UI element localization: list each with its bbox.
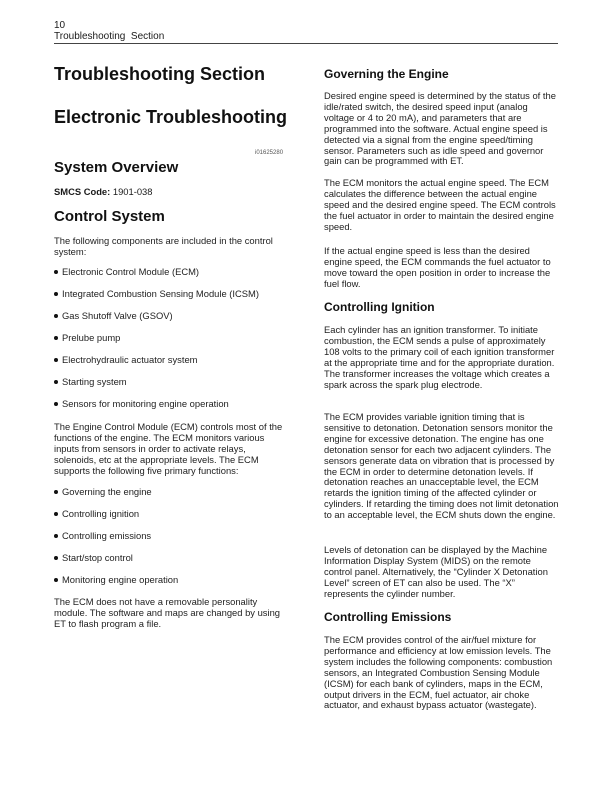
list-item: Governing the engine — [54, 486, 152, 497]
bullet-icon — [54, 556, 58, 560]
governing-paragraph-2: The ECM monitors the actual engine speed. The ECM calculates the difference between the actual engine speed and the desired engine speed. The ECM controls the fuel actuator in order to maintain the desired engine speed. — [324, 177, 556, 232]
emissions-paragraph: The ECM provides control of the air/fuel mixture for performance and efficiency at low emission levels. The system includes the following components: combustion sensors, an Integrated Combustion Sensing Module (ICSM) for each bank of cylinders, maps in the ECM, output drivers in the ECM, fuel actuator, air choke actuator, and exhaust bypass actuator (wastegate). — [324, 634, 553, 711]
bullet-icon — [54, 314, 58, 318]
emissions-heading: Controlling Emissions — [324, 610, 452, 624]
list-item: Controlling ignition — [54, 508, 139, 519]
page-number: 10 — [54, 20, 66, 31]
list-item: Starting system — [54, 376, 127, 387]
bullet-icon — [54, 578, 58, 582]
list-item: Gas Shutoff Valve (GSOV) — [54, 310, 173, 321]
list-item: Prelube pump — [54, 332, 120, 343]
list-item: Controlling emissions — [54, 530, 151, 541]
bullet-icon — [54, 270, 58, 274]
list-item: Electronic Control Module (ECM) — [54, 266, 199, 277]
list-item: Integrated Combustion Sensing Module (ICSM) — [54, 288, 259, 299]
bullet-icon — [54, 534, 58, 538]
bullet-icon — [54, 292, 58, 296]
governing-heading: Governing the Engine — [324, 67, 449, 81]
bullet-icon — [54, 358, 58, 362]
ignition-heading: Controlling Ignition — [324, 300, 435, 314]
closing-paragraph: The ECM does not have a removable personality module. The software and maps are changed by using ET to flash program a file. — [54, 596, 281, 629]
ignition-paragraph-1: Each cylinder has an ignition transformer. To initiate combustion, the ECM sends a pulse of approximately 108 volts to the primary coil of each ignition transformer at the appropriate time and for the appropriate duration. The transformer increases the voltage which creates a spark across the spark plug electrode. — [324, 324, 555, 390]
control-system-intro: The following components are included in the control system: — [54, 235, 273, 257]
smcs-label: SMCS Code: — [54, 186, 111, 197]
smcs-code — [54, 186, 152, 197]
chapter-title: Electronic Troubleshooting — [54, 107, 288, 127]
ignition-paragraph-2: The ECM provides variable ignition timing that is sensitive to detonation. Detonation sensors monitor the engine for excessive detonation. The engine has one detonation sensor for each two adjacent cylinders. The sensors generate data on vibration that is processed by the ECM in order to determine detonation levels. If detonation reaches an unacceptable level, the ECM retards the ignition timing of the affected cylinder or cylinders. If retarding the timing does not limit detonation to an acceptable level, the ECM shuts down the engine. — [324, 411, 559, 521]
list-item: Sensors for monitoring engine operation — [54, 398, 229, 409]
bullet-icon — [54, 512, 58, 516]
running-header-title: Troubleshooting Section — [54, 31, 165, 42]
ecm-paragraph: The Engine Control Module (ECM) controls most of the functions of the engine. The ECM monitors various inputs from sensors in order to activate relays, solenoids, etc at the appropriate levels. The ECM supports the following five primary functions: — [54, 421, 283, 476]
control-system-heading: Control System — [54, 208, 165, 225]
bullet-icon — [54, 490, 58, 494]
section-title: Troubleshooting Section — [54, 64, 265, 84]
list-item: Monitoring engine operation — [54, 574, 178, 585]
bullet-icon — [54, 336, 58, 340]
bullet-icon — [54, 380, 58, 384]
list-item: Start/stop control — [54, 552, 133, 563]
list-item: Electrohydraulic actuator system — [54, 354, 197, 365]
governing-paragraph-3: If the actual engine speed is less than the desired engine speed, the ECM commands the fuel actuator to move toward the open position in order to increase the fuel flow. — [324, 245, 551, 289]
ignition-paragraph-3: Levels of detonation can be displayed by the Machine Information Display System (MIDS) on the remote control panel. Alternatively, the “Cylinder X Detonation Level” screen of ET can also be used. The “X” represents the cylinder number. — [324, 544, 548, 599]
governing-paragraph-1: Desired engine speed is determined by the status of the idle/rated switch, the desired speed input (analog voltage or 4 to 20 mA), and parameters that are programmed into the software. Actual engine speed is detected via a signal from the engine speed/timing sensor. Parameters such as idle speed and governor gain can be programmed with ET. — [324, 90, 556, 167]
header-divider — [54, 43, 558, 44]
reference-id: i01625280 — [255, 150, 284, 156]
system-overview-heading: System Overview — [54, 159, 179, 176]
smcs-value: 1901-038 — [112, 186, 153, 197]
bullet-icon — [54, 402, 58, 406]
